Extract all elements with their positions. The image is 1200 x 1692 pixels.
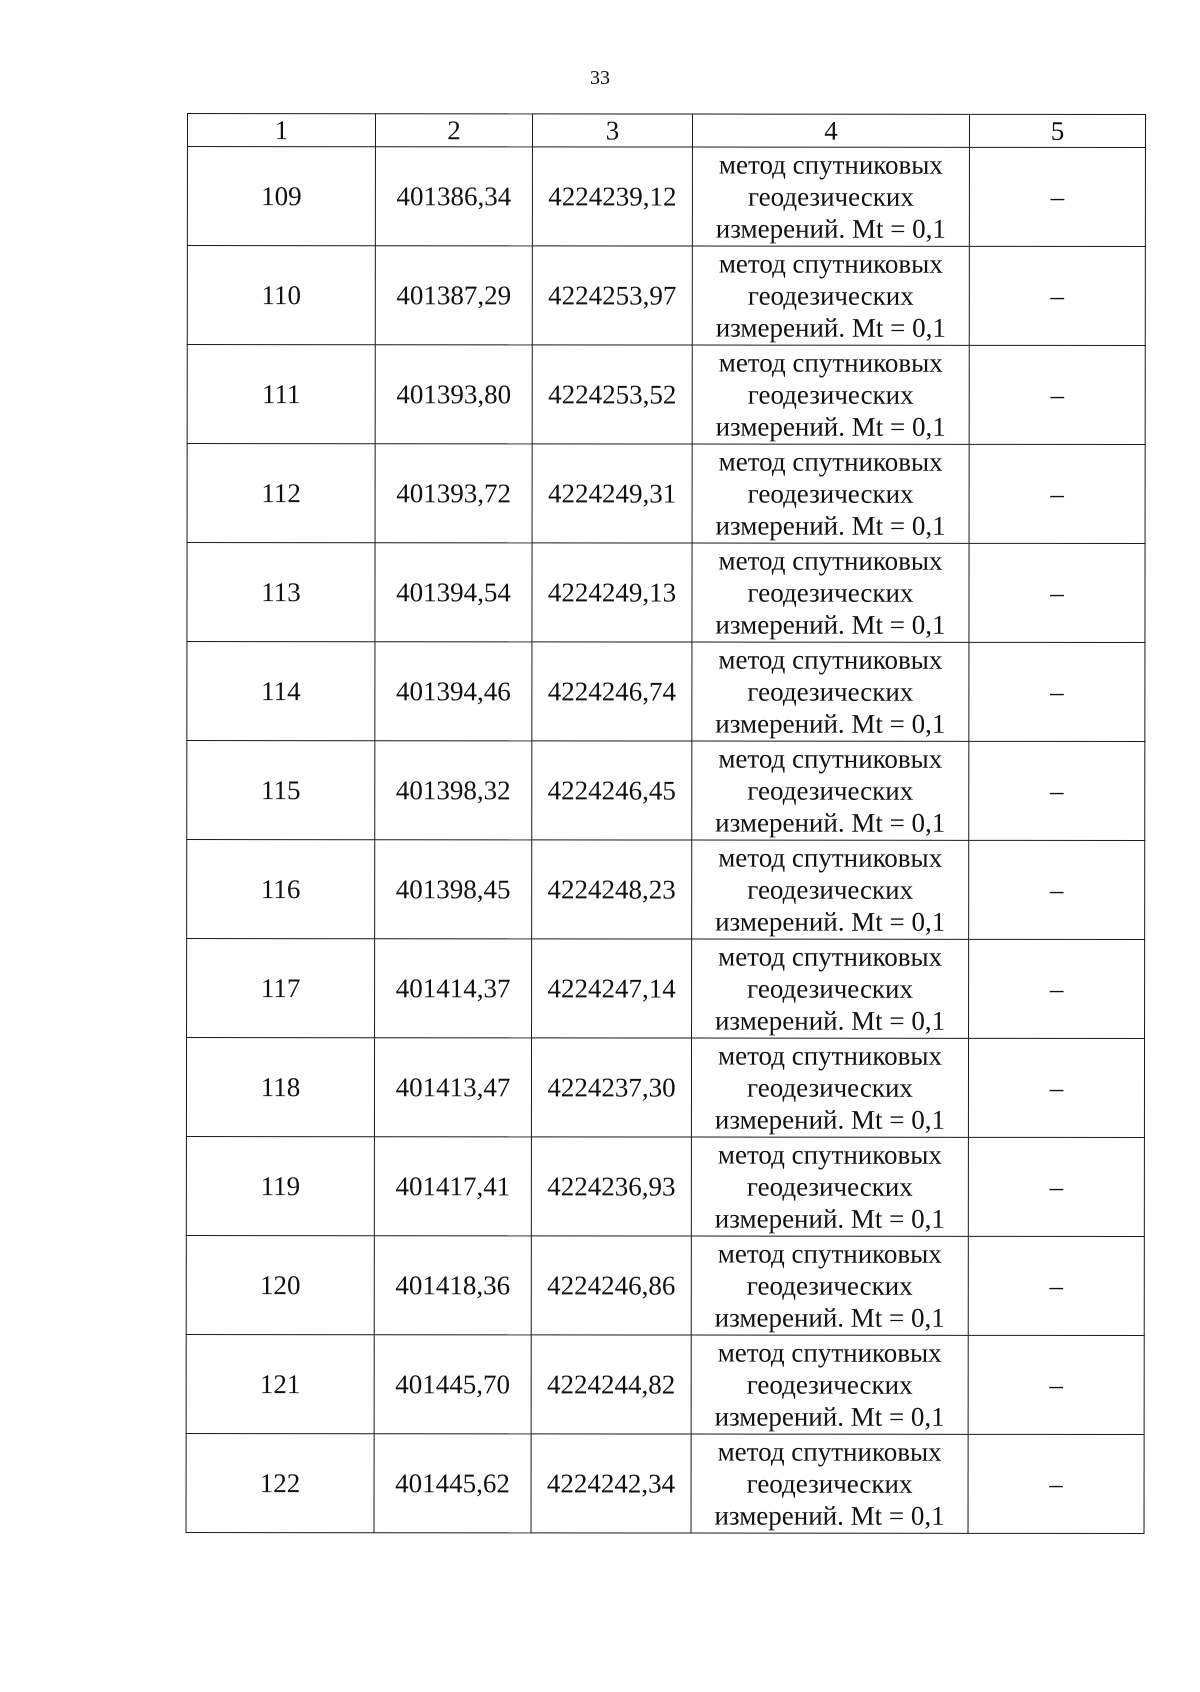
method-cell: [692, 543, 969, 642]
table-header: [187, 114, 1145, 148]
note-cell: –: [969, 642, 1145, 741]
method-line: метод спутниковых: [718, 248, 943, 279]
table-row: [187, 741, 1145, 841]
y-coordinate-cell: 4224248,23: [532, 840, 692, 939]
y-coordinate-cell: 4224249,13: [532, 543, 692, 642]
y-coordinate-cell: 4224253,52: [532, 345, 692, 444]
y-coordinate-cell: 4224249,31: [532, 444, 692, 543]
note-cell: –: [969, 444, 1145, 543]
point-number-cell: 114: [187, 642, 375, 741]
y-coordinate-cell: 4224246,86: [531, 1236, 691, 1335]
note-cell: –: [968, 1038, 1144, 1137]
method-cell: [692, 345, 969, 444]
page-number: 33: [590, 67, 610, 89]
method-line: измерений. Mt = 0,1: [714, 1401, 945, 1432]
method-line: измерений. Mt = 0,1: [714, 1203, 945, 1234]
y-coordinate-cell: 4224246,45: [532, 741, 692, 840]
method-line: метод спутниковых: [718, 842, 943, 873]
header-col-5: 5: [969, 114, 1145, 147]
x-coordinate-cell: 401393,80: [375, 345, 532, 444]
y-coordinate-cell: 4224237,30: [531, 1038, 691, 1137]
method-line: метод спутниковых: [718, 149, 943, 180]
note-cell: –: [968, 1434, 1144, 1533]
method-cell: [692, 444, 969, 543]
x-coordinate-cell: 401386,34: [375, 147, 532, 246]
x-coordinate-cell: 401445,62: [374, 1434, 531, 1533]
method-cell: [692, 840, 969, 939]
table-row: [186, 1038, 1144, 1138]
method-line: метод спутниковых: [718, 941, 943, 972]
x-coordinate-cell: 401394,54: [375, 543, 532, 642]
method-line: геодезических: [747, 1072, 913, 1103]
method-line: геодезических: [747, 379, 914, 410]
method-cell: [691, 1434, 968, 1533]
x-coordinate-cell: 401387,29: [375, 246, 532, 345]
method-line: измерений. Mt = 0,1: [715, 807, 946, 838]
method-cell: [692, 147, 969, 246]
note-cell: –: [968, 1137, 1144, 1236]
point-number-cell: 111: [187, 345, 375, 444]
method-line: метод спутниковых: [717, 1337, 942, 1368]
method-line: измерений. Mt = 0,1: [715, 906, 946, 937]
x-coordinate-cell: 401418,36: [374, 1236, 531, 1335]
method-line: метод спутниковых: [718, 446, 943, 477]
coordinates-table: [186, 113, 1146, 1534]
table-row: [186, 1334, 1144, 1434]
method-line: метод спутниковых: [717, 1436, 942, 1467]
point-number-cell: 119: [186, 1137, 374, 1236]
method-line: геодезических: [746, 1369, 913, 1400]
x-coordinate-cell: 401398,45: [375, 840, 532, 939]
header-col-4: 4: [692, 114, 969, 147]
method-line: геодезических: [747, 280, 914, 311]
method-line: геодезических: [747, 676, 914, 707]
y-coordinate-cell: 4224247,14: [532, 939, 692, 1038]
method-cell: [692, 741, 969, 840]
point-number-cell: 118: [186, 1038, 374, 1137]
point-number-cell: 112: [187, 444, 375, 543]
point-number-cell: 115: [187, 741, 375, 840]
table-row: [187, 246, 1145, 346]
point-number-cell: 109: [187, 147, 375, 246]
table-row: [187, 642, 1145, 742]
method-line: измерений. Mt = 0,1: [715, 213, 946, 244]
note-cell: –: [968, 1236, 1144, 1335]
note-cell: –: [969, 147, 1145, 246]
x-coordinate-cell: 401394,46: [375, 642, 532, 741]
method-line: геодезических: [747, 478, 914, 509]
method-line: геодезических: [746, 1468, 913, 1499]
table-row: [187, 345, 1145, 445]
y-coordinate-cell: 4224242,34: [531, 1434, 691, 1533]
method-line: метод спутниковых: [717, 1238, 942, 1269]
method-line: метод спутниковых: [718, 347, 943, 378]
table-row: [187, 543, 1145, 643]
method-line: метод спутниковых: [717, 1139, 942, 1170]
note-cell: –: [969, 246, 1145, 345]
note-cell: –: [969, 741, 1145, 840]
x-coordinate-cell: 401393,72: [375, 444, 532, 543]
method-line: геодезических: [747, 973, 914, 1004]
method-cell: [691, 1137, 968, 1236]
method-line: геодезических: [747, 874, 914, 905]
method-cell: [692, 642, 969, 741]
method-cell: [691, 1236, 968, 1335]
header-col-2: 2: [375, 114, 532, 147]
note-cell: –: [969, 345, 1145, 444]
table-row: [186, 1137, 1144, 1237]
table-row: [186, 1235, 1144, 1335]
method-line: измерений. Mt = 0,1: [714, 1104, 946, 1135]
table-row: [187, 147, 1145, 247]
method-line: метод спутниковых: [718, 743, 943, 774]
method-line: измерений. Mt = 0,1: [715, 411, 946, 442]
method-cell: [692, 939, 969, 1038]
note-cell: –: [968, 1335, 1144, 1434]
point-number-cell: 122: [186, 1433, 374, 1532]
method-line: метод спутниковых: [717, 1040, 943, 1071]
table-body: [186, 147, 1145, 1534]
table-row: [187, 840, 1145, 940]
point-number-cell: 116: [187, 840, 375, 939]
y-coordinate-cell: 4224239,12: [532, 147, 692, 246]
method-line: измерений. Mt = 0,1: [715, 510, 946, 541]
method-line: геодезических: [746, 1171, 913, 1202]
method-line: измерений. Mt = 0,1: [715, 708, 946, 739]
x-coordinate-cell: 401445,70: [374, 1335, 531, 1434]
note-cell: –: [969, 543, 1145, 642]
y-coordinate-cell: 4224253,97: [532, 246, 692, 345]
method-line: измерений. Mt = 0,1: [714, 1500, 945, 1531]
point-number-cell: 110: [187, 246, 375, 345]
y-coordinate-cell: 4224244,82: [531, 1335, 691, 1434]
table-row: [186, 1433, 1144, 1533]
method-line: измерений. Mt = 0,1: [714, 1302, 945, 1333]
method-line: геодезических: [747, 577, 914, 608]
point-number-cell: 120: [186, 1235, 374, 1334]
method-line: метод спутниковых: [718, 644, 943, 675]
method-line: геодезических: [747, 775, 914, 806]
note-cell: –: [969, 840, 1145, 939]
x-coordinate-cell: 401417,41: [374, 1137, 531, 1236]
table-row: [187, 444, 1145, 544]
method-cell: [691, 1335, 968, 1434]
header-row: [187, 114, 1145, 148]
point-number-cell: 121: [186, 1334, 374, 1433]
method-line: измерений. Mt = 0,1: [714, 1005, 946, 1036]
y-coordinate-cell: 4224246,74: [532, 642, 692, 741]
method-line: метод спутниковых: [718, 545, 943, 576]
point-number-cell: 113: [187, 543, 375, 642]
header-col-1: 1: [187, 114, 375, 147]
header-col-3: 3: [532, 114, 692, 147]
method-line: измерений. Mt = 0,1: [715, 312, 946, 343]
note-cell: –: [969, 939, 1145, 1038]
method-line: геодезических: [746, 1270, 913, 1301]
method-cell: [691, 1038, 968, 1137]
x-coordinate-cell: 401398,32: [375, 741, 532, 840]
x-coordinate-cell: 401414,37: [375, 939, 532, 1038]
method-cell: [692, 246, 969, 345]
point-number-cell: 117: [187, 939, 375, 1038]
table-row: [187, 939, 1145, 1039]
y-coordinate-cell: 4224236,93: [531, 1137, 691, 1236]
x-coordinate-cell: 401413,47: [374, 1038, 531, 1137]
method-line: геодезических: [747, 181, 914, 212]
method-line: измерений. Mt = 0,1: [715, 609, 946, 640]
